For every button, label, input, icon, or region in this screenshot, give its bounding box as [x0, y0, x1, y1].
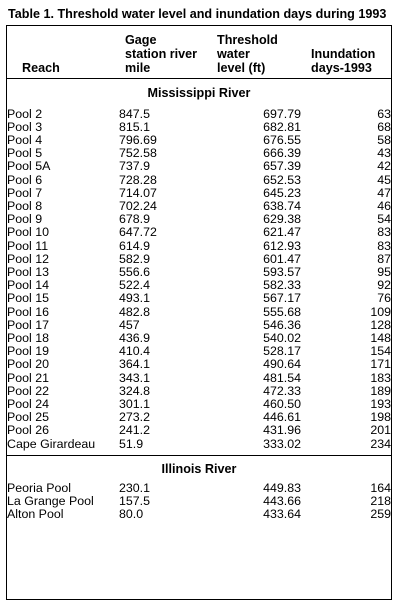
table-row — [7, 482, 391, 495]
table-row — [7, 134, 391, 147]
days-cell: 128 — [370, 317, 391, 332]
level-cell: 682.81 — [263, 119, 301, 134]
level-cell: 481.54 — [263, 370, 301, 385]
threshold-table — [7, 26, 391, 521]
table-row — [7, 411, 391, 424]
table-row — [7, 200, 391, 213]
mile-cell: 273.2 — [119, 410, 151, 425]
days-cell: 58 — [377, 132, 391, 147]
level-cell: 546.36 — [263, 317, 301, 332]
reach-cell: Pool 26 — [7, 423, 50, 438]
mile-cell: 582.9 — [119, 251, 151, 266]
reach-cell: Pool 5A — [7, 159, 51, 174]
table-row — [7, 279, 391, 292]
table-row — [7, 226, 391, 239]
table-row — [7, 319, 391, 332]
days-cell: 164 — [370, 480, 391, 495]
header-gage-mile — [119, 26, 215, 78]
days-cell: 95 — [377, 264, 391, 279]
days-cell: 92 — [377, 278, 391, 293]
level-cell: 593.57 — [263, 264, 301, 279]
header-level-line3: level (ft) — [217, 60, 266, 75]
table-row — [7, 424, 391, 437]
days-cell: 148 — [370, 330, 391, 345]
level-cell: 555.68 — [263, 304, 301, 319]
mile-cell: 457 — [119, 317, 140, 332]
mile-cell: 737.9 — [119, 159, 151, 174]
reach-cell: Pool 7 — [7, 185, 43, 200]
days-cell: 201 — [370, 423, 391, 438]
reach-cell: Pool 5 — [7, 146, 43, 161]
reach-cell: Pool 18 — [7, 330, 50, 345]
days-cell: 83 — [377, 238, 391, 253]
reach-cell: Pool 4 — [7, 132, 43, 147]
level-cell: 629.38 — [263, 212, 301, 227]
mile-cell: 324.8 — [119, 383, 151, 398]
table-frame — [6, 25, 392, 600]
reach-cell: Pool 15 — [7, 291, 50, 306]
mile-cell: 301.1 — [119, 396, 151, 411]
header-threshold-level — [215, 26, 301, 78]
table-row — [7, 332, 391, 345]
level-cell: 433.64 — [263, 507, 301, 522]
reach-cell: Peoria Pool — [7, 480, 72, 495]
reach-cell: Pool 21 — [7, 370, 50, 385]
days-cell: 45 — [377, 172, 391, 187]
days-cell: 43 — [377, 146, 391, 161]
header-inundation-days — [301, 26, 391, 78]
reach-cell: La Grange Pool — [7, 493, 94, 508]
table-row — [7, 187, 391, 200]
table-row — [7, 266, 391, 279]
level-cell: 645.23 — [263, 185, 301, 200]
table-row — [7, 253, 391, 266]
days-cell: 183 — [370, 370, 391, 385]
level-cell: 333.02 — [263, 436, 301, 451]
reach-cell: Pool 17 — [7, 317, 50, 332]
level-cell: 446.61 — [263, 410, 301, 425]
table-row — [7, 495, 391, 508]
table-row — [7, 438, 391, 451]
mile-cell: 51.9 — [119, 436, 144, 451]
level-cell: 449.83 — [263, 480, 301, 495]
table-row — [7, 174, 391, 187]
reach-cell: Pool 24 — [7, 396, 50, 411]
header-level-line1: Threshold — [217, 32, 278, 47]
days-cell: 54 — [377, 212, 391, 227]
mile-cell: 815.1 — [119, 119, 151, 134]
reach-cell: Pool 14 — [7, 278, 50, 293]
days-cell: 198 — [370, 410, 391, 425]
table-row — [7, 121, 391, 134]
days-cell: 193 — [370, 396, 391, 411]
table-row — [7, 358, 391, 371]
table-row — [7, 213, 391, 226]
level-cell: 460.50 — [263, 396, 301, 411]
days-cell: 46 — [377, 198, 391, 213]
mile-cell: 482.8 — [119, 304, 151, 319]
level-cell: 621.47 — [263, 225, 301, 240]
reach-cell: Pool 8 — [7, 198, 43, 213]
header-gage-line3: mile — [125, 60, 151, 75]
mile-cell: 493.1 — [119, 291, 151, 306]
days-cell: 189 — [370, 383, 391, 398]
level-cell: 582.33 — [263, 278, 301, 293]
header-reach — [7, 26, 119, 78]
section-header-row — [7, 78, 391, 108]
reach-cell: Pool 2 — [7, 106, 43, 121]
days-cell: 218 — [370, 493, 391, 508]
header-row — [7, 26, 391, 78]
mile-cell: 157.5 — [119, 493, 151, 508]
table-row — [7, 345, 391, 358]
header-days-line1: Inundation — [311, 46, 376, 61]
table-row — [7, 240, 391, 253]
level-cell: 697.79 — [263, 106, 301, 121]
mile-cell: 678.9 — [119, 212, 151, 227]
level-cell: 666.39 — [263, 146, 301, 161]
days-cell: 87 — [377, 251, 391, 266]
reach-cell: Pool 11 — [7, 238, 49, 253]
level-cell: 567.17 — [263, 291, 301, 306]
section-title: Illinois River — [161, 461, 237, 476]
table-title: Table 1. Threshold water level and inundation days during 1993 — [8, 7, 387, 21]
table-row — [7, 108, 391, 121]
header-reach-text: Reach — [22, 60, 60, 75]
days-cell: 83 — [377, 225, 391, 240]
table-row — [7, 160, 391, 173]
reach-cell: Pool 20 — [7, 357, 50, 372]
mile-cell: 614.9 — [119, 238, 151, 253]
mile-cell: 436.9 — [119, 330, 151, 345]
table-row — [7, 372, 391, 385]
header-days-line2: days-1993 — [311, 60, 372, 75]
mile-cell: 230.1 — [119, 480, 151, 495]
reach-cell: Pool 9 — [7, 212, 43, 227]
mile-cell: 556.6 — [119, 264, 151, 279]
level-cell: 638.74 — [263, 198, 301, 213]
level-cell: 490.64 — [263, 357, 301, 372]
days-cell: 171 — [370, 357, 391, 372]
days-cell: 63 — [377, 106, 391, 121]
level-cell: 652.53 — [263, 172, 301, 187]
mile-cell: 241.2 — [119, 423, 151, 438]
mile-cell: 647.72 — [119, 225, 157, 240]
reach-cell: Pool 13 — [7, 264, 50, 279]
mile-cell: 80.0 — [119, 507, 144, 522]
reach-cell: Pool 6 — [7, 172, 43, 187]
days-cell: 42 — [377, 159, 391, 174]
reach-cell: Pool 25 — [7, 410, 50, 425]
header-gage-line2: station river — [125, 46, 198, 61]
mile-cell: 702.24 — [119, 198, 157, 213]
level-cell: 540.02 — [263, 330, 301, 345]
reach-cell: Cape Girardeau — [7, 436, 96, 451]
days-cell: 259 — [370, 507, 391, 522]
reach-cell: Pool 22 — [7, 383, 50, 398]
reach-cell: Pool 3 — [7, 119, 43, 134]
header-level-line2: water — [217, 46, 250, 61]
level-cell: 676.55 — [263, 132, 301, 147]
header-gage-line1: Gage — [125, 32, 157, 47]
level-cell: 472.33 — [263, 383, 301, 398]
level-cell: 528.17 — [263, 344, 301, 359]
days-cell: 68 — [377, 119, 391, 134]
mile-cell: 522.4 — [119, 278, 151, 293]
level-cell: 443.66 — [263, 493, 301, 508]
days-cell: 76 — [377, 291, 391, 306]
days-cell: 154 — [370, 344, 391, 359]
mile-cell: 796.69 — [119, 132, 157, 147]
mile-cell: 410.4 — [119, 344, 151, 359]
table-body — [7, 78, 391, 521]
level-cell: 431.96 — [263, 423, 301, 438]
days-cell: 109 — [370, 304, 391, 319]
reach-cell: Pool 19 — [7, 344, 50, 359]
level-cell: 601.47 — [263, 251, 301, 266]
reach-cell: Pool 16 — [7, 304, 50, 319]
table-row — [7, 306, 391, 319]
reach-cell: Pool 10 — [7, 225, 50, 240]
section-title: Mississippi River — [147, 86, 251, 100]
table-row — [7, 147, 391, 160]
mile-cell: 364.1 — [119, 357, 151, 372]
table-row — [7, 398, 391, 411]
reach-cell: Pool 12 — [7, 251, 50, 266]
level-cell: 612.93 — [263, 238, 301, 253]
table-row — [7, 385, 391, 398]
table-row — [7, 292, 391, 305]
mile-cell: 343.1 — [119, 370, 151, 385]
level-cell: 657.39 — [263, 159, 301, 174]
table-row — [7, 508, 391, 521]
mile-cell: 728.28 — [119, 172, 157, 187]
days-cell: 47 — [377, 185, 391, 200]
reach-cell: Alton Pool — [7, 507, 64, 522]
mile-cell: 752.58 — [119, 146, 157, 161]
mile-cell: 714.07 — [119, 185, 157, 200]
mile-cell: 847.5 — [119, 106, 151, 121]
section-header-row — [7, 455, 391, 482]
days-cell: 234 — [370, 436, 391, 451]
